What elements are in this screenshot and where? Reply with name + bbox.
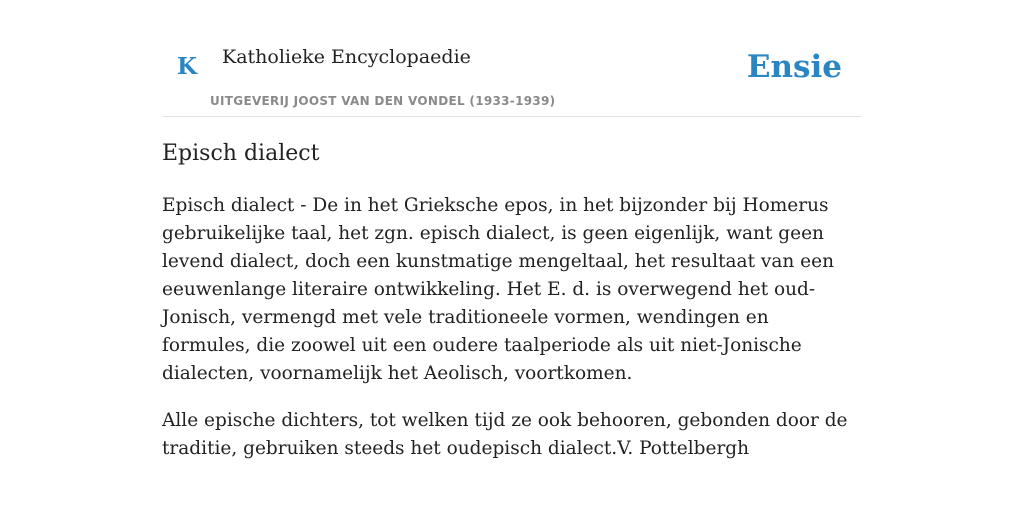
article-body xyxy=(162,192,862,482)
ensie-logo-link[interactable]: Ensie xyxy=(746,49,842,85)
article-paragraph: Alle epische dichters, tot welken tijd ze ook behooren, gebonden door de traditie, gebruiken steeds het oudepisch dialect.V. Pottelbergh xyxy=(162,410,848,459)
publication-logo[interactable]: K xyxy=(177,53,197,80)
page xyxy=(162,0,862,459)
publication-title[interactable]: Katholieke Encyclopaedie xyxy=(222,46,471,68)
article-paragraph: Episch dialect - De in het Grieksche epos, in het bijzonder bij Homerus gebruikelijke taal, het zgn. episch dialect, is geen eigenlijk, want geen levend dialect, doch een kunstmatige mengeltaal, het resultaat van een eeuwenlange literaire ontwikkeling. Het E. d. is overwegend het oud-Jonisch, vermengd met vele traditioneele vormen, wendingen en formules, die zoowel uit een oudere taalperiode als uit niet-Jonische dialecten, voornamelijk het Aeolisch, voortkomen. xyxy=(162,195,834,384)
publisher-label: UITGEVERIJ JOOST VAN DEN VONDEL (1933-1939) xyxy=(210,94,556,108)
article-title: Episch dialect xyxy=(162,141,320,166)
header xyxy=(162,0,862,117)
